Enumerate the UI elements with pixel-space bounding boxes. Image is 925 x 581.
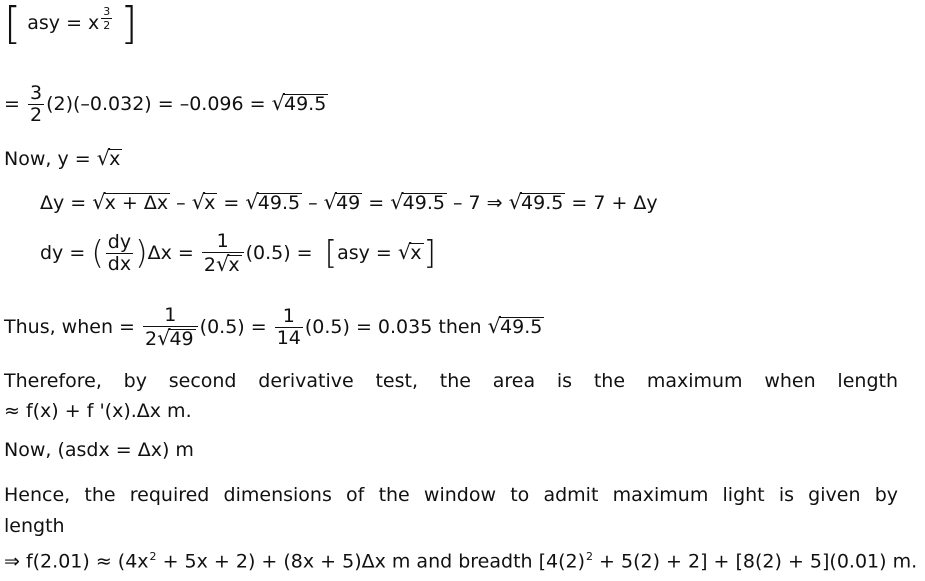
dy-line: dy = ( $\frac{dy}{dx}$ )Δx = $\frac{1}{2√x}$ (0.5) = [asy = √x] [40, 230, 437, 276]
equation-line-2: = $\frac{3}{2}$ (2)(–0.032) = –0.096 = √49.5 [4, 82, 327, 126]
now-asdx-line: Now, (asdx = Δx) m [4, 439, 194, 461]
now-y-line: Now, y = √x [4, 146, 121, 170]
bracket-expression-line: [ asy = x $\frac{3}{2}$ ] [4, 0, 138, 49]
hence-line: Hence, the required dimensions of the window to admit maximum light is given by [4, 484, 898, 506]
therefore-line: Therefore, by second derivative test, the area is the maximum when length [4, 370, 898, 392]
expr-text: asy [27, 12, 61, 35]
left-bracket: [ [4, 0, 22, 49]
sqrt-expression: √49.5 [271, 91, 327, 115]
sqrt-x: √x [96, 146, 121, 170]
fraction-3-2: $\frac{3}{2}$ [29, 82, 43, 126]
final-formula-line: ⇒ $f(2.01) \approx (4x^2 + 5x + 2) + (8x + 5)\Delta x$ m and breadth $[4(2)^2 + 5(2) + 2] + [8(2) + 5](0.01)$ m. [4, 550, 918, 573]
approx-line: ≈ f(x) + f '(x).Δx m. [4, 400, 192, 422]
thus-when-line: Thus, when = $\frac{1}{2√49}$ (0.5) = $\frac{1}{14}$ (0.5) = 0.035 then √49.5 [4, 304, 543, 350]
right-bracket: ] [120, 0, 138, 49]
delta-y-line: Δy = √x + Δx – √x = √49.5 – √49 = √49.5 – 7 ⇒ √49.5 = 7 + Δy [40, 190, 658, 214]
length-word-line: length [4, 515, 65, 537]
exponent-fraction: $\frac{3}{2}$ [103, 5, 111, 33]
